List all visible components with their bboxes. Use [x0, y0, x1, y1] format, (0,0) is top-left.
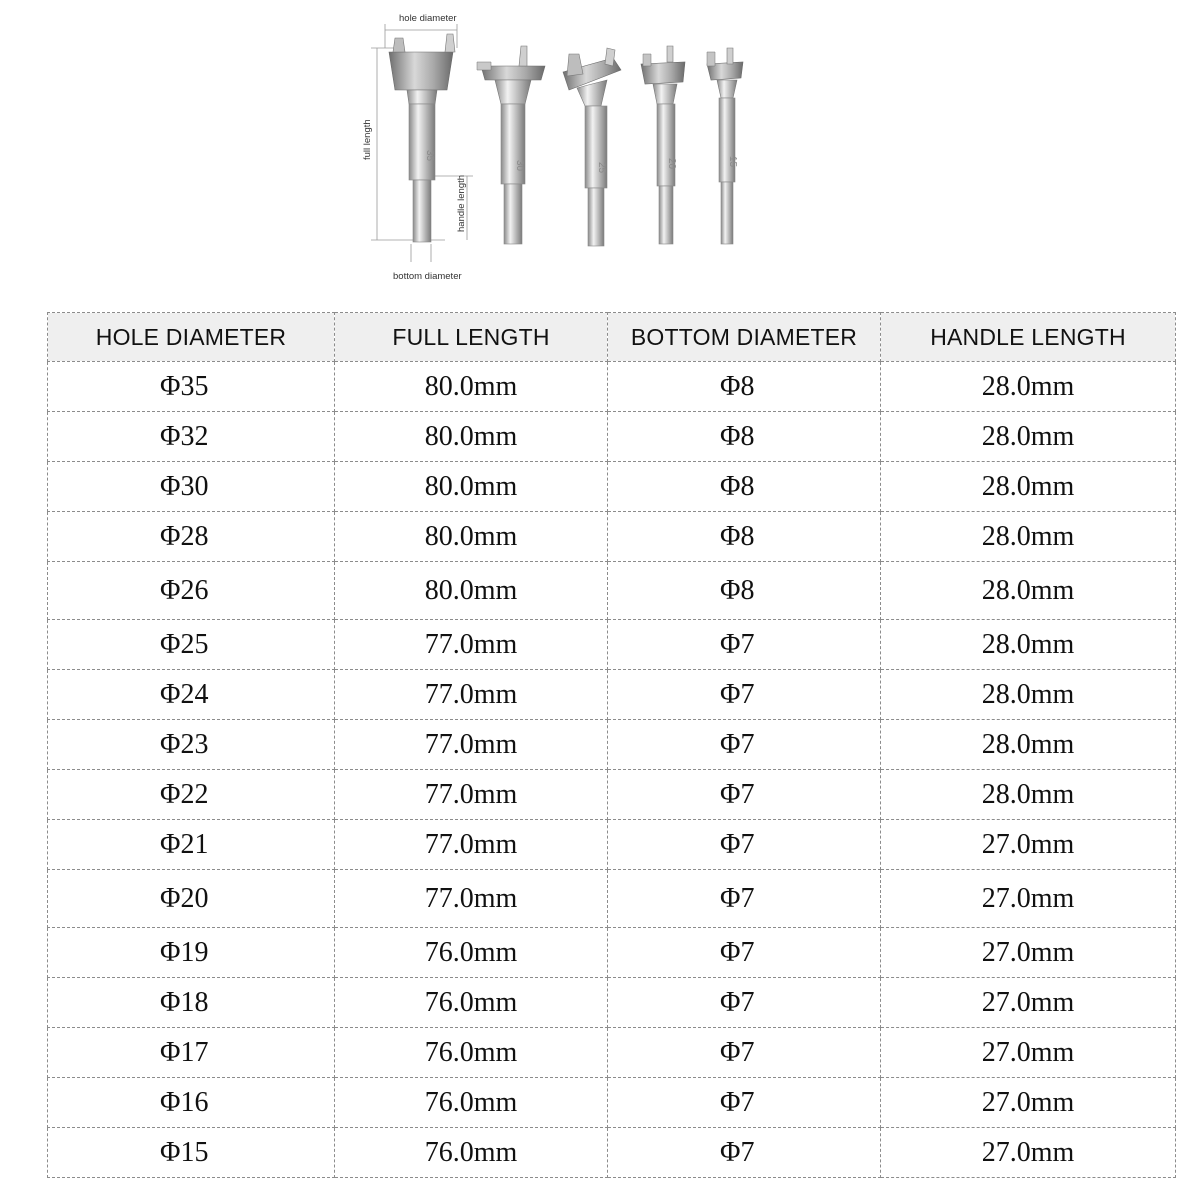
hole-diameter-cell: Φ19	[48, 928, 335, 978]
label-hole-diameter: hole diameter	[399, 13, 457, 24]
header-bottom-diameter: BOTTOM DIAMETER	[608, 313, 881, 362]
handle-length-cell: 27.0mm	[881, 978, 1176, 1028]
bottom-diameter-cell: Φ7	[608, 820, 881, 870]
table-row	[48, 720, 1176, 770]
bottom-diameter-cell: Φ8	[608, 512, 881, 562]
table-row	[48, 562, 1176, 620]
drill-bit-diagram	[355, 8, 795, 298]
bottom-diameter-cell: Φ8	[608, 462, 881, 512]
full-length-cell: 80.0mm	[335, 412, 608, 462]
handle-length-cell: 28.0mm	[881, 462, 1176, 512]
drill-bit-set-illustration	[355, 8, 795, 298]
full-length-cell: 80.0mm	[335, 362, 608, 412]
full-length-cell: 77.0mm	[335, 770, 608, 820]
table-row	[48, 820, 1176, 870]
full-length-cell: 77.0mm	[335, 620, 608, 670]
hole-diameter-cell: Φ20	[48, 870, 335, 928]
header-handle-length: HANDLE LENGTH	[881, 313, 1176, 362]
table-row	[48, 1028, 1176, 1078]
full-length-cell: 77.0mm	[335, 820, 608, 870]
hole-diameter-cell: Φ22	[48, 770, 335, 820]
hole-diameter-cell: Φ30	[48, 462, 335, 512]
bit-marking: 25	[596, 162, 607, 174]
hole-diameter-cell: Φ26	[48, 562, 335, 620]
specification-table	[47, 312, 1176, 1178]
handle-length-cell: 27.0mm	[881, 928, 1176, 978]
hole-diameter-cell: Φ15	[48, 1128, 335, 1178]
bottom-diameter-cell: Φ8	[608, 562, 881, 620]
handle-length-cell: 28.0mm	[881, 670, 1176, 720]
bottom-diameter-cell: Φ7	[608, 1078, 881, 1128]
hole-diameter-cell: Φ21	[48, 820, 335, 870]
hole-diameter-cell: Φ17	[48, 1028, 335, 1078]
table-row	[48, 770, 1176, 820]
table-row	[48, 928, 1176, 978]
header-hole-diameter: HOLE DIAMETER	[48, 313, 335, 362]
bottom-diameter-cell: Φ8	[608, 362, 881, 412]
handle-length-cell: 27.0mm	[881, 820, 1176, 870]
bit-marking: 15	[727, 156, 738, 168]
full-length-cell: 77.0mm	[335, 870, 608, 928]
full-length-cell: 76.0mm	[335, 978, 608, 1028]
full-length-cell: 76.0mm	[335, 1028, 608, 1078]
full-length-cell: 77.0mm	[335, 670, 608, 720]
full-length-cell: 80.0mm	[335, 512, 608, 562]
bottom-diameter-cell: Φ7	[608, 870, 881, 928]
handle-length-cell: 27.0mm	[881, 870, 1176, 928]
table-row	[48, 978, 1176, 1028]
bottom-diameter-cell: Φ7	[608, 978, 881, 1028]
bottom-diameter-cell: Φ7	[608, 1028, 881, 1078]
table-row	[48, 1128, 1176, 1178]
full-length-cell: 80.0mm	[335, 462, 608, 512]
bottom-diameter-cell: Φ7	[608, 928, 881, 978]
drill-bit-25	[563, 48, 621, 246]
full-length-cell: 76.0mm	[335, 928, 608, 978]
hole-diameter-cell: Φ24	[48, 670, 335, 720]
handle-length-cell: 28.0mm	[881, 412, 1176, 462]
drill-bit-30	[477, 46, 545, 244]
full-length-cell: 76.0mm	[335, 1078, 608, 1128]
hole-diameter-cell: Φ18	[48, 978, 335, 1028]
bit-marking: 20	[666, 158, 677, 170]
full-length-cell: 80.0mm	[335, 562, 608, 620]
handle-length-cell: 28.0mm	[881, 770, 1176, 820]
drill-bit-20	[641, 46, 685, 244]
table-header-row	[48, 313, 1176, 362]
table-row	[48, 670, 1176, 720]
label-bottom-diameter: bottom diameter	[393, 271, 462, 282]
table-row	[48, 1078, 1176, 1128]
bottom-diameter-cell: Φ7	[608, 670, 881, 720]
table-row	[48, 412, 1176, 462]
bottom-diameter-cell: Φ8	[608, 412, 881, 462]
drill-bit-15	[707, 48, 743, 244]
table-row	[48, 870, 1176, 928]
handle-length-cell: 28.0mm	[881, 562, 1176, 620]
bottom-diameter-cell: Φ7	[608, 720, 881, 770]
hole-diameter-cell: Φ32	[48, 412, 335, 462]
bit-marking: 35	[424, 150, 435, 162]
hole-diameter-cell: Φ23	[48, 720, 335, 770]
hole-diameter-cell: Φ35	[48, 362, 335, 412]
bottom-diameter-cell: Φ7	[608, 770, 881, 820]
label-full-length: full length	[362, 119, 373, 160]
bit-marking: 30	[514, 160, 525, 172]
drill-bit-35	[389, 34, 455, 242]
handle-length-cell: 28.0mm	[881, 512, 1176, 562]
handle-length-cell: 27.0mm	[881, 1128, 1176, 1178]
bottom-diameter-cell: Φ7	[608, 1128, 881, 1178]
table-row	[48, 512, 1176, 562]
hole-diameter-cell: Φ25	[48, 620, 335, 670]
hole-diameter-cell: Φ28	[48, 512, 335, 562]
table-row	[48, 620, 1176, 670]
full-length-cell: 77.0mm	[335, 720, 608, 770]
header-full-length: FULL LENGTH	[335, 313, 608, 362]
handle-length-cell: 28.0mm	[881, 720, 1176, 770]
handle-length-cell: 27.0mm	[881, 1028, 1176, 1078]
label-handle-length: handle length	[456, 174, 467, 232]
handle-length-cell: 27.0mm	[881, 1078, 1176, 1128]
bottom-diameter-cell: Φ7	[608, 620, 881, 670]
hole-diameter-cell: Φ16	[48, 1078, 335, 1128]
handle-length-cell: 28.0mm	[881, 620, 1176, 670]
full-length-cell: 76.0mm	[335, 1128, 608, 1178]
handle-length-cell: 28.0mm	[881, 362, 1176, 412]
table-row	[48, 362, 1176, 412]
table-row	[48, 462, 1176, 512]
